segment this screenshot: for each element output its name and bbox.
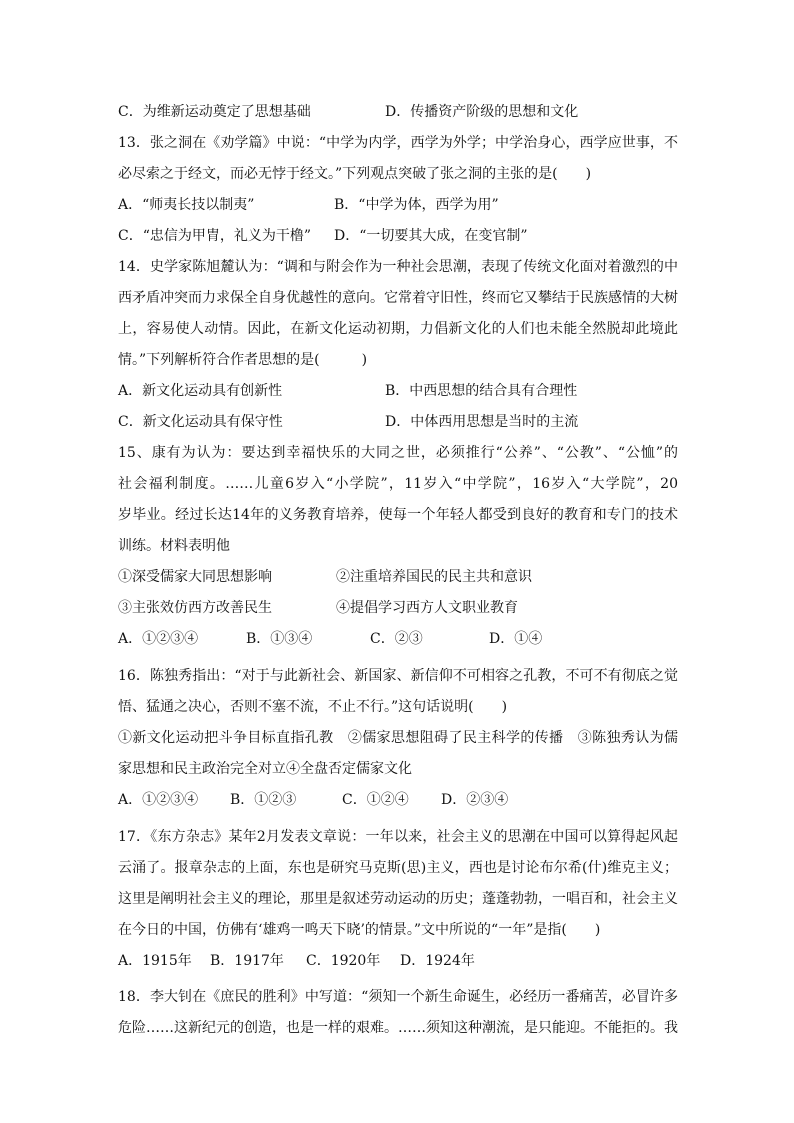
q17-option-c: C．1920年 [306,953,381,969]
q15-stem-line-1: 15、康有为认为：要达到幸福快乐的大同之世，必须推行“公养”、“公教”、“公恤”的 [118,445,678,461]
q17-option-a: A．1915年 [118,953,192,969]
q15-item-3: ③主张效仿西方改善民生 [118,600,272,616]
q17-stem-line-2: 云涌了。报章杂志的上面，东也是研究马克斯(思)主义，西也是讨论布尔希(什)维克主义； [118,860,678,876]
q17-stem-line-1: 17．《东方杂志》某年2月发表文章说：一年以来，社会主义的思潮在中国可以算得起风起 [118,829,678,845]
q15-stem-line-3: 岁毕业。经过长达14年的义务教育培养，使每一个年轻人都受到良好的教育和专门的技术 [118,507,678,523]
q14-option-d: D．中体西用思想是当时的主流 [385,414,579,430]
q14-stem-line-3: 上，容易使人动情。因此，在新文化运动初期，力倡新文化的人们也未能全然脱却此境此 [118,321,678,337]
q17-stem-line-4: 在今日的中国，仿佛有‘雄鸡一鸣天下晓’的情景。”文中所说的“一年”是指( ) [118,922,601,938]
q16-option-b: B．①②③ [230,792,297,808]
q15-stem-line-2: 社会福利制度。……儿童6岁入“小学院”，11岁入“中学院”，16岁入“大学院”，20 [118,476,678,492]
q12-option-d: D．传播资产阶级的思想和文化 [385,104,579,120]
q18-stem-line-1: 18．李大钊在《庶民的胜利》中写道：“须知一个新生命诞生，必经历一番痛苦，必冒许多 [118,989,678,1005]
q13-option-c: C．“忠信为甲胄，礼义为干橹” [118,228,312,244]
q14-stem-line-2: 西矛盾冲突而力求保全自身优越性的意向。它常着守旧性，终而它又攀结于民族感情的大树 [118,290,678,306]
q17-option-b: B．1917年 [210,953,284,969]
q17-stem-line-3: 这里是阐明社会主义的理论，那里是叙述劳动运动的历史；蓬蓬勃勃，一唱百和，社会主义 [118,891,678,907]
q16-stem-line-1: 16．陈独秀指出：“对于与此新社会、新国家、新信仰不可相容之孔教，不可不有彻底之觉 [118,668,678,684]
q16-option-d: D．②③④ [441,792,509,808]
q13-option-a: A．“师夷长技以制夷” [118,197,255,213]
q15-option-d: D．①④ [489,631,543,647]
q15-item-2: ②注重培养国民的民主共和意识 [336,569,532,585]
q15-stem-line-4: 训练。材料表明他 [118,538,230,554]
q14-option-c: C．新文化运动具有保守性 [118,414,283,430]
q16-option-c: C．①②④ [342,792,409,808]
q14-stem-line-4: 情。”下列解析符合作者思想的是( ) [118,352,368,368]
q13-option-d: D．“一切要其大成，在变官制” [334,228,528,244]
q12-option-c: C．为维新运动奠定了思想基础 [118,104,311,120]
q13-stem-line-2: 必尽索之于经文，而必无悖于经文。”下列观点突破了张之洞的主张的是( ) [118,166,592,182]
q15-item-4: ④提倡学习西方人文职业教育 [336,600,518,616]
q15-option-a: A．①②③④ [118,631,199,647]
q16-stem-line-3: ①新文化运动把斗争目标直指孔教 ②儒家思想阻碍了民主科学的传播 ③陈独秀认为儒 [118,730,678,746]
q14-option-a: A．新文化运动具有创新性 [118,383,283,399]
q16-option-a: A．①②③④ [118,792,199,808]
q18-stem-line-2: 危险……这新纪元的创造，也是一样的艰难。……须知这种潮流，是只能迎。不能拒的。我 [118,1020,678,1036]
q13-stem-line-1: 13．张之洞在《劝学篇》中说：“中学为内学，西学为外学；中学治身心，西学应世事，不 [118,135,678,151]
q15-option-b: B．①③④ [246,631,313,647]
q13-option-b: B．“中学为体，西学为用” [334,197,499,213]
q17-option-d: D．1924年 [400,953,475,969]
q16-stem-line-4: 家思想和民主政治完全对立④全盘否定儒家文化 [118,761,412,777]
q15-item-1: ①深受儒家大同思想影响 [118,569,272,585]
q14-option-b: B．中西思想的结合具有合理性 [385,383,578,399]
q14-stem-line-1: 14．史学家陈旭麓认为：“调和与附会作为一种社会思潮，表现了传统文化面对着激烈的中 [118,259,678,275]
q16-stem-line-2: 悟、猛通之决心，否则不塞不流，不止不行。”这句话说明( ) [118,699,508,715]
q15-option-c: C．②③ [370,631,423,647]
